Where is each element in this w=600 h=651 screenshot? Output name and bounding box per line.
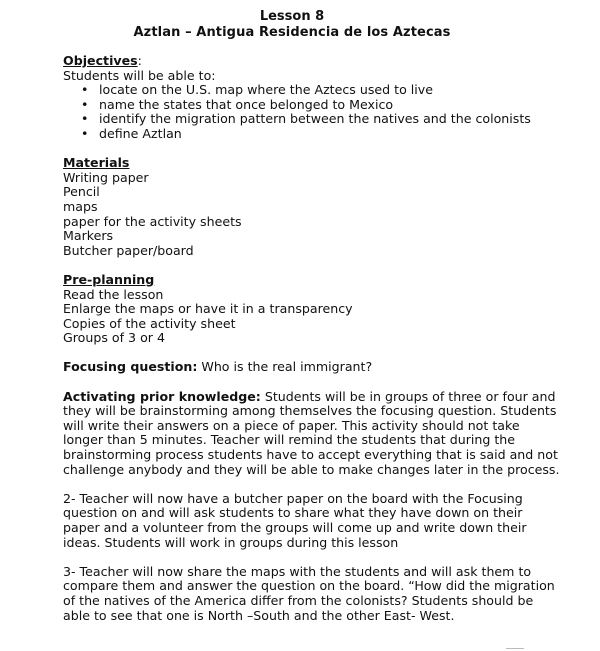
lesson-content [63, 54, 563, 623]
lesson-title: Aztlan – Antigua Residencia de los Aztecas [133, 25, 451, 40]
activating-paragraph [63, 390, 563, 478]
focusing-question [63, 360, 563, 375]
objectives-heading-colon: : [137, 53, 142, 68]
list-item: Copies of the activity sheet [63, 315, 236, 331]
objective-text: define Aztlan [99, 125, 182, 141]
list-item: Groups of 3 or 4 [63, 330, 165, 346]
step-2-paragraph: 2- Teacher will now have a butcher paper on the board with the Focusing question on and will ask students to share what they have down on their paper and a volunteer from the groups will come up and write down their ideas. Students will work in groups during this lesson [63, 490, 527, 550]
objective-text: name the states that once belonged to Mexico [99, 96, 394, 112]
lesson-number: Lesson 8 [259, 9, 325, 24]
objectives-section [63, 54, 563, 142]
objective-text: locate on the U.S. map where the Aztecs used to live [99, 82, 433, 98]
list-item: paper for the activity sheets [63, 213, 242, 229]
bullet-icon: • [81, 125, 89, 141]
list-item: Read the lesson [63, 286, 164, 302]
objectives-heading: Objectives [63, 53, 138, 68]
bullet-icon: • [81, 82, 89, 98]
footer-divider [506, 648, 524, 649]
activating-label: Activating prior knowledge: [63, 388, 261, 404]
objectives-list [63, 83, 563, 141]
lesson-header [0, 9, 584, 41]
list-item [63, 83, 563, 98]
materials-heading: Materials [63, 155, 130, 171]
list-item: maps [63, 198, 98, 214]
focusing-label: Focusing question: [63, 359, 198, 375]
activating-text: Students will be in groups of three or four and they will be brainstorming among themselves the focusing question. Students will write their answers on a piece of paper. This activity should not take longer than 5 minutes. Teacher will remind the students that during the brainstorming process students have to accept everything that is said and not challenge anybody and they will be able to make changes later in the process. [63, 388, 560, 477]
focusing-text: Who is the real immigrant? [197, 359, 373, 375]
list-item: Butcher paper/board [63, 242, 194, 258]
preplanning-section [63, 273, 563, 346]
materials-section [63, 156, 563, 258]
list-item: Markers [63, 228, 114, 244]
preplanning-heading: Pre-planning [63, 271, 155, 287]
list-item [63, 127, 563, 142]
list-item: Enlarge the maps or have it in a transparency [63, 301, 353, 317]
bullet-icon: • [81, 111, 89, 127]
objectives-intro: Students will be able to: [63, 67, 216, 83]
bullet-icon: • [81, 96, 89, 112]
list-item [63, 98, 563, 113]
list-item: Pencil [63, 184, 100, 200]
list-item [63, 112, 563, 127]
step-3-paragraph: 3- Teacher will now share the maps with the students and will ask them to compare them and answer the question on the board. “How did the migration of the natives of the America differ from the colonists? Students should be able to see that one is North –South and the other East- West. [63, 563, 555, 623]
list-item: Writing paper [63, 169, 149, 185]
objective-text: identify the migration pattern between the natives and the colonists [99, 111, 531, 127]
